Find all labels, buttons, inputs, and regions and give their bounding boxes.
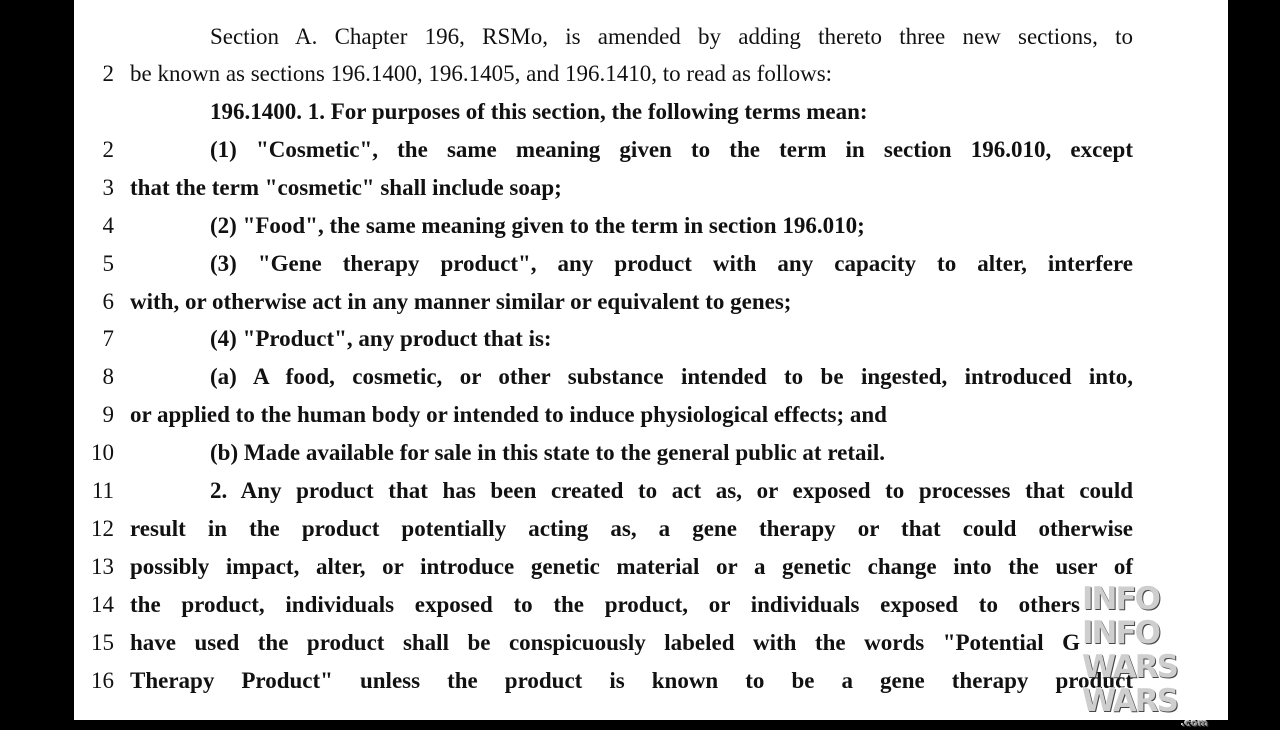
- line-text: have used the product shall be conspicuously labeled with the words "Potential G: [130, 630, 1080, 655]
- line-text: (a) A food, cosmetic, or other substance intended to be ingested, introduced into,: [210, 364, 1133, 389]
- infowars-logo: [1082, 581, 1208, 729]
- line-number: 7: [102, 326, 114, 351]
- document-line: [74, 131, 1228, 169]
- line-number: 15: [91, 630, 114, 655]
- line-number: 3: [102, 175, 114, 200]
- document-line: [74, 586, 1228, 624]
- logo-row-bottom: WARS WARS: [1082, 649, 1177, 719]
- logo-row-top: INFO INFO: [1082, 581, 1160, 651]
- document-line: [74, 283, 1228, 321]
- document-line: [74, 245, 1228, 283]
- line-number: 2: [102, 137, 114, 162]
- document-line: [74, 434, 1228, 472]
- line-text: be known as sections 196.1400, 196.1405, and 196.1410, to read as follows:: [130, 61, 833, 86]
- line-text: (1) "Cosmetic", the same meaning given to the term in section 196.010, except: [210, 137, 1133, 162]
- line-text: that the term "cosmetic" shall include soap;: [130, 175, 562, 200]
- document-line: [74, 18, 1228, 56]
- line-text: or applied to the human body or intended to induce physiological effects; and: [130, 402, 887, 427]
- line-number: 8: [102, 364, 114, 389]
- line-text: (2) "Food", the same meaning given to the term in section 196.010;: [210, 213, 865, 238]
- logo-suffix: .com: [1180, 718, 1208, 729]
- document-line: [74, 169, 1228, 207]
- document-line: [74, 93, 1228, 131]
- document-line: [74, 548, 1228, 586]
- line-text: with, or otherwise act in any manner similar or equivalent to genes;: [130, 289, 792, 314]
- document-line: [74, 320, 1228, 358]
- line-number: 5: [102, 251, 114, 276]
- line-text: possibly impact, alter, or introduce genetic material or a genetic change into the user of: [130, 554, 1133, 579]
- line-text: Therapy Product" unless the product is known to be a gene therapy product: [130, 668, 1133, 693]
- line-number: 12: [91, 516, 114, 541]
- document-page: [74, 0, 1228, 720]
- document-line: [74, 55, 1228, 93]
- line-number: 11: [91, 478, 114, 503]
- line-number: 14: [91, 592, 114, 617]
- line-text: (b) Made available for sale in this state to the general public at retail.: [210, 440, 886, 465]
- line-number: 16: [91, 668, 114, 693]
- line-text: result in the product potentially acting as, a gene therapy or that could otherwise: [130, 516, 1133, 541]
- document-line: [74, 396, 1228, 434]
- line-text: the product, individuals exposed to the product, or individuals exposed to others: [130, 592, 1080, 617]
- document-line: [74, 662, 1228, 700]
- line-number: 13: [91, 554, 114, 579]
- line-number: 2: [102, 61, 114, 86]
- line-text: Section A. Chapter 196, RSMo, is amended by adding thereto three new sections, to: [210, 24, 1133, 49]
- document-line: [74, 207, 1228, 245]
- line-text: (4) "Product", any product that is:: [210, 326, 552, 351]
- document-line: [74, 510, 1228, 548]
- line-number: 9: [102, 402, 114, 427]
- line-text: 2. Any product that has been created to act as, or exposed to processes that could: [210, 478, 1133, 503]
- line-number: 10: [91, 440, 114, 465]
- line-text: 196.1400. 1. For purposes of this section, the following terms mean:: [210, 99, 868, 124]
- document-line: [74, 624, 1228, 662]
- document-line: [74, 358, 1228, 396]
- line-text: (3) "Gene therapy product", any product with any capacity to alter, interfere: [210, 251, 1133, 276]
- document-line: [74, 472, 1228, 510]
- line-number: 6: [102, 289, 114, 314]
- line-number: 4: [102, 213, 114, 238]
